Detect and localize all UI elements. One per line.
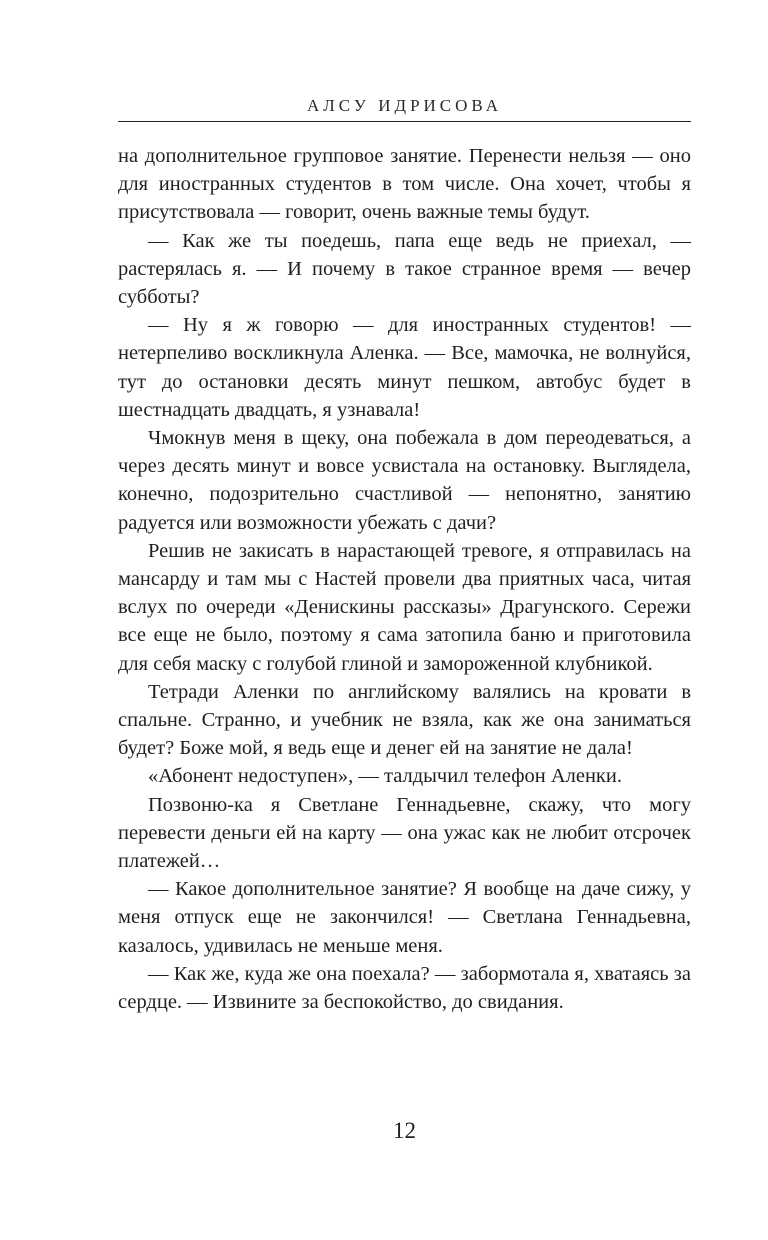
paragraph: Чмокнув меня в щеку, она побежала в дом переодеваться, а через десять минут и вовсе усвистала на остановку. Выглядела, конечно, подозрительно счастливой — непонятно, занятию радуется или возможности убежать с дачи? — [118, 427, 691, 534]
paragraph-continuation: на дополнительное групповое занятие. Перенести нельзя — оно для иностранных студентов в том числе. Она хочет, чтобы я присутствовала — говорит, очень важные темы будут. — [118, 145, 691, 224]
paragraph: Тетради Аленки по английскому валялись на кровати в спальне. Странно, и учебник не взяла, как же она заниматься будет? Боже мой, я ведь еще и денег ей на занятие не дала! — [118, 680, 691, 760]
paragraph: Позвоню-ка я Светлане Геннадьевне, скажу, что могу перевести деньги ей на карту — она ужас как не любит отсрочек платежей… — [118, 793, 691, 873]
running-header-author: АЛСУ ИДРИСОВА — [307, 96, 502, 115]
paragraph: — Как же ты поедешь, папа еще ведь не приехал, — растерялась я. — И почему в такое странное время — вечер субботы? — [118, 229, 691, 309]
paragraph: — Как же, куда же она поехала? — забормотала я, хватаясь за сердце. — Извините за беспокойство, до свидания. — [118, 962, 691, 1014]
paragraph: — Ну я ж говорю — для иностранных студентов! — нетерпеливо воскликнула Аленка. — Все, мамочка, не волнуйся, тут до остановки десять минут пешком, автобус будет в шестнадцать двадцать, я узнавала! — [118, 314, 691, 421]
page-number: 12 — [393, 1118, 416, 1143]
paragraph: «Абонент недоступен», — талдычил телефон Аленки. — [148, 765, 622, 788]
paragraph: Решив не закисать в нарастающей тревоге, я отправилась на мансарду и там мы с Настей провели два приятных часа, читая вслух по очереди «Денискины рассказы» Драгунского. Сережи все еще не было, поэтому я сама затопила баню и приготовила для себя маску с голубой глиной и замороженной клубникой. — [118, 539, 691, 675]
header-divider — [118, 121, 691, 122]
paragraph: — Какое дополнительное занятие? Я вообще на даче сижу, у меня отпуск еще не закончился! — Светлана Геннадьевна, казалось, удивилась не меньше меня. — [118, 878, 691, 957]
body-text — [118, 142, 691, 1016]
